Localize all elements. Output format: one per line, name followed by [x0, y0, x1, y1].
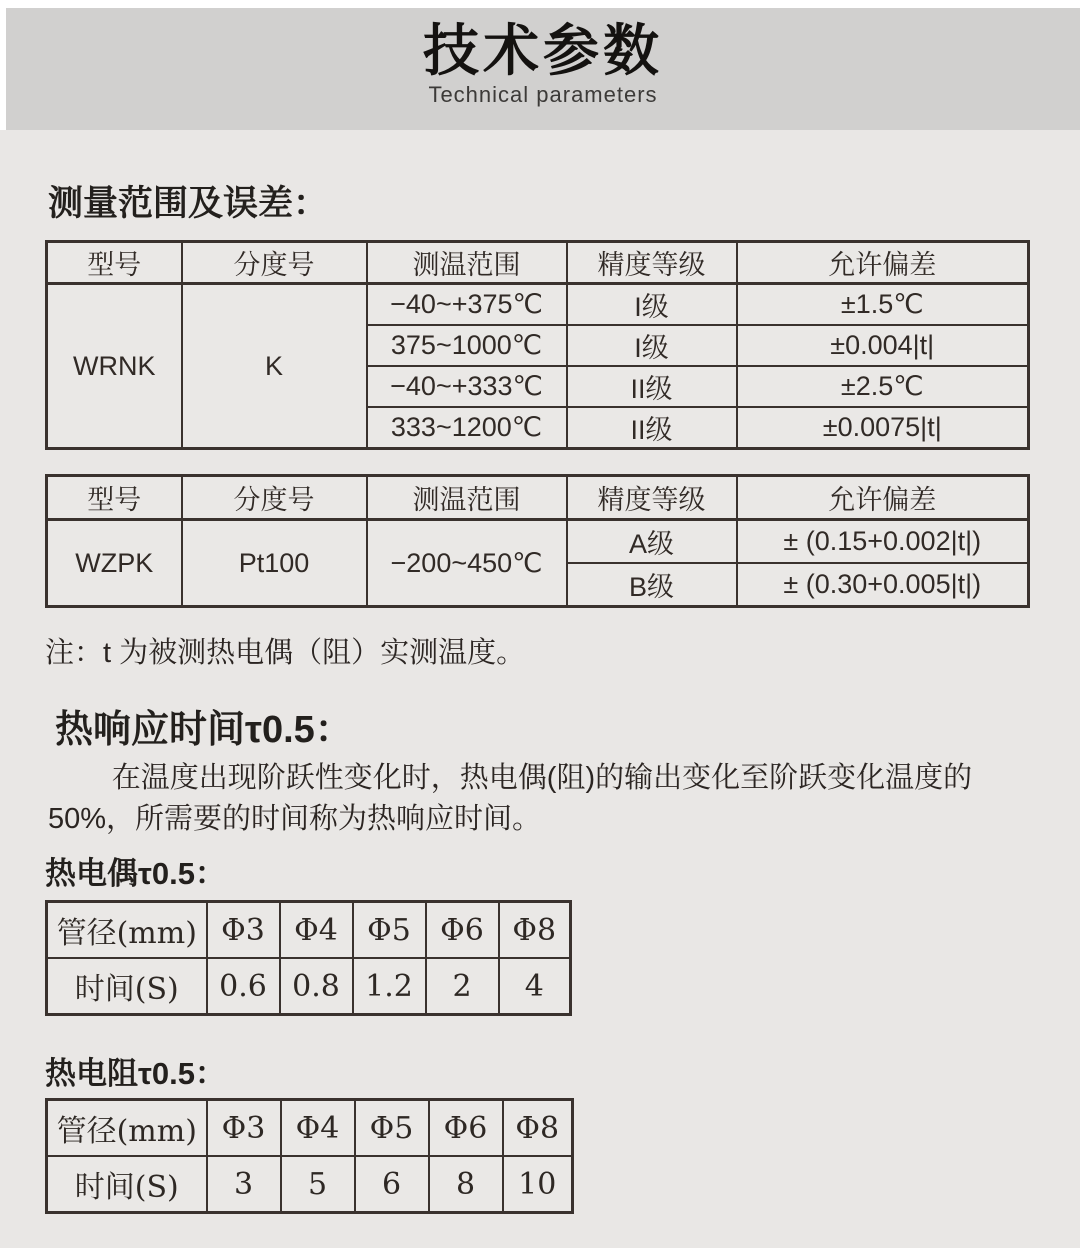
cell-diameter: Φ6 [426, 902, 499, 959]
spec-table-thermocouple [45, 240, 1030, 450]
table-row [47, 520, 1029, 564]
cell-deviation: ±0.0075|t| [737, 407, 1029, 449]
cell-grade: B级 [567, 563, 737, 607]
tc-table-title: 热电偶τ0.5： [45, 856, 226, 891]
cell-range: 375~1000℃ [367, 325, 567, 366]
cell-model: WRNK [47, 284, 182, 449]
col-header-model: 型号 [47, 242, 182, 284]
cell-deviation: ± (0.30+0.005|t|) [737, 563, 1029, 607]
col-header-range: 测温范围 [367, 476, 567, 520]
col-header-grade: 精度等级 [567, 476, 737, 520]
row-label-time: 时间(S) [47, 1156, 207, 1213]
tc-response-table [45, 900, 572, 1016]
row-label-diameter: 管径(mm) [47, 1100, 207, 1157]
table-row [47, 1156, 573, 1213]
cell-diameter: Φ5 [353, 902, 426, 959]
cell-time: 2 [426, 958, 499, 1015]
table-row [47, 958, 571, 1015]
col-header-graduation: 分度号 [182, 476, 367, 520]
header-band [6, 8, 1080, 130]
table-header-row [47, 242, 1029, 284]
table-row [47, 902, 571, 959]
cell-diameter: Φ4 [280, 902, 353, 959]
cell-time: 6 [355, 1156, 429, 1213]
cell-time: 8 [429, 1156, 503, 1213]
cell-range: −40~+375℃ [367, 284, 567, 326]
cell-time: 4 [499, 958, 571, 1015]
cell-graduation: Pt100 [182, 520, 367, 607]
cell-grade: I级 [567, 325, 737, 366]
rtd-response-table [45, 1098, 574, 1214]
rtd-table-title: 热电阻τ0.5： [45, 1056, 226, 1091]
cell-grade: II级 [567, 407, 737, 449]
page-title: 技术参数 [423, 19, 663, 82]
cell-time: 0.6 [207, 958, 280, 1015]
cell-diameter: Φ8 [503, 1100, 573, 1157]
cell-diameter: Φ4 [281, 1100, 355, 1157]
cell-deviation: ±0.004|t| [737, 325, 1029, 366]
col-header-deviation: 允许偏差 [737, 476, 1029, 520]
spec-table-rtd [45, 474, 1030, 608]
cell-diameter: Φ5 [355, 1100, 429, 1157]
cell-graduation: K [182, 284, 367, 449]
cell-deviation: ±1.5℃ [737, 284, 1029, 326]
cell-deviation: ±2.5℃ [737, 366, 1029, 407]
cell-grade: II级 [567, 366, 737, 407]
row-label-diameter: 管径(mm) [47, 902, 207, 959]
section-title-response-time: 热响应时间τ0.5： [55, 709, 353, 751]
cell-model: WZPK [47, 520, 182, 607]
section-title-measurement: 测量范围及误差： [48, 184, 329, 223]
col-header-graduation: 分度号 [182, 242, 367, 284]
cell-range: 333~1200℃ [367, 407, 567, 449]
cell-range: −40~+333℃ [367, 366, 567, 407]
cell-time: 10 [503, 1156, 573, 1213]
table-row [47, 1100, 573, 1157]
cell-time: 1.2 [353, 958, 426, 1015]
header-band-margin [0, 0, 1080, 130]
cell-diameter: Φ3 [207, 1100, 281, 1157]
table-header-row [47, 476, 1029, 520]
cell-range: −200~450℃ [367, 520, 567, 607]
cell-grade: I级 [567, 284, 737, 326]
col-header-model: 型号 [47, 476, 182, 520]
response-time-paragraph: 在温度出现阶跃性变化时，热电偶(阻)的输出变化至阶跃变化温度的50%，所需要的时间称为热响应时间。 [48, 762, 973, 835]
cell-diameter: Φ8 [499, 902, 571, 959]
cell-time: 5 [281, 1156, 355, 1213]
cell-grade: A级 [567, 520, 737, 564]
page-subtitle: Technical parameters [428, 82, 658, 107]
col-header-deviation: 允许偏差 [737, 242, 1029, 284]
col-header-grade: 精度等级 [567, 242, 737, 284]
cell-diameter: Φ3 [207, 902, 280, 959]
row-label-time: 时间(S) [47, 958, 207, 1015]
cell-deviation: ± (0.15+0.002|t|) [737, 520, 1029, 564]
col-header-range: 测温范围 [367, 242, 567, 284]
table-row [47, 284, 1029, 326]
cell-diameter: Φ6 [429, 1100, 503, 1157]
cell-time: 3 [207, 1156, 281, 1213]
cell-time: 0.8 [280, 958, 353, 1015]
note-text: 注：t 为被测热电偶（阻）实测温度。 [45, 637, 526, 669]
